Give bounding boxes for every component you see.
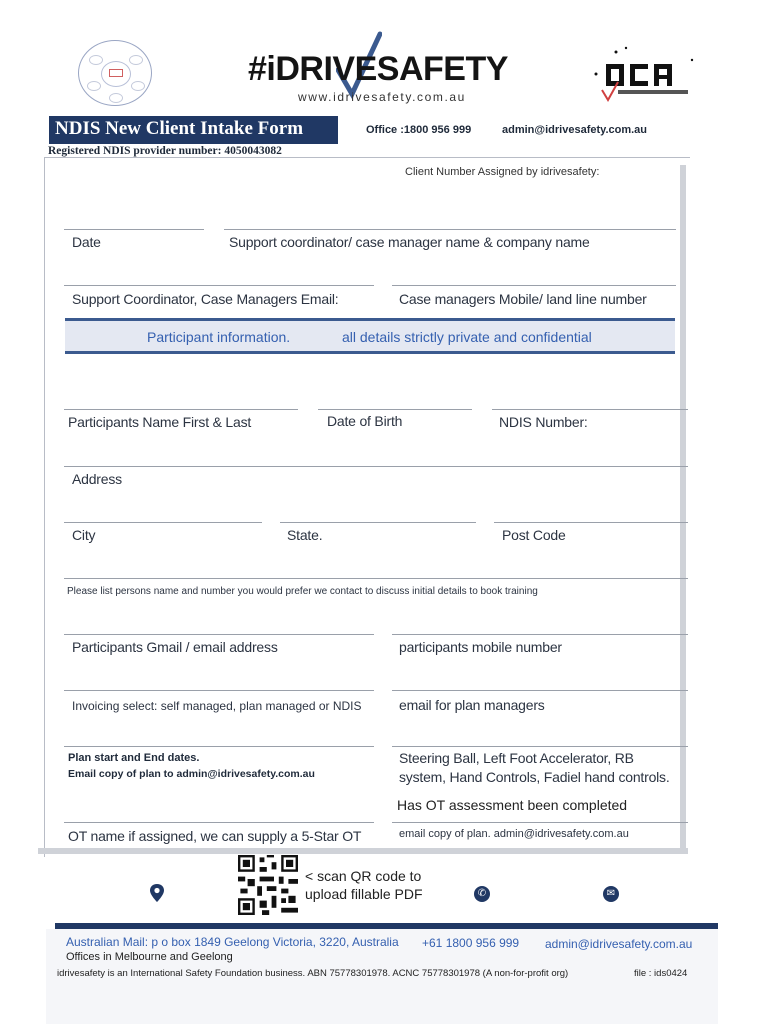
equipment-label-line2: system, Hand Controls, Fadiel hand controls. bbox=[399, 769, 670, 785]
qr-instructions-line1: < scan QR code to bbox=[305, 868, 422, 884]
qr-instructions-line2: upload fillable PDF bbox=[305, 886, 423, 902]
map-pin-icon bbox=[149, 884, 165, 902]
contact-person-note: Please list persons name and number you would prefer we contact to discuss initial details to book training bbox=[67, 586, 538, 597]
office-phone: Office :1800 956 999 bbox=[366, 124, 472, 136]
post-code-label: Post Code bbox=[502, 527, 566, 543]
participant-mobile-field[interactable] bbox=[392, 634, 688, 635]
form-frame-left bbox=[44, 157, 45, 857]
cm-mobile-label: Case managers Mobile/ land line number bbox=[399, 291, 647, 307]
invoicing-field[interactable] bbox=[64, 690, 374, 691]
qr-instructions bbox=[305, 867, 423, 903]
plan-copy-label: Email copy of plan to admin@idrivesafety.com.au bbox=[68, 768, 315, 780]
footer-phone[interactable]: +61 1800 956 999 bbox=[422, 936, 520, 950]
invoicing-label: Invoicing select: self managed, plan managed or NDIS bbox=[72, 699, 362, 713]
brand-name: #iDRIVESAFETY bbox=[248, 50, 508, 88]
date-label: Date bbox=[72, 234, 101, 250]
form-frame-right bbox=[680, 165, 686, 853]
ot-name-field[interactable] bbox=[64, 822, 374, 823]
dca-logo bbox=[592, 46, 702, 102]
phone-icon: ✆ bbox=[474, 886, 490, 902]
state-label: State. bbox=[287, 527, 323, 543]
cm-mobile-field[interactable] bbox=[392, 285, 676, 286]
plan-manager-email-field[interactable] bbox=[392, 690, 688, 691]
participant-mobile-label: participants mobile number bbox=[399, 639, 562, 655]
equipment-field[interactable] bbox=[392, 746, 688, 747]
ot-assessment-label: Has OT assessment been completed bbox=[397, 797, 628, 813]
email-plan-copy-label: email copy of plan. admin@idrivesafety.com.au bbox=[399, 828, 629, 840]
participant-name-label: Participants Name First & Last bbox=[68, 414, 252, 430]
dob-label: Date of Birth bbox=[327, 413, 403, 429]
header-email: admin@idrivesafety.com.au bbox=[502, 124, 648, 136]
email-plan-copy-field[interactable] bbox=[392, 822, 688, 823]
mail-icon: ✉ bbox=[603, 886, 619, 902]
footer-file-code: file : ids0424 bbox=[634, 968, 688, 979]
support-coordinator-label: Support coordinator/ case manager name & company name bbox=[229, 234, 590, 250]
participant-name-field[interactable] bbox=[64, 409, 298, 410]
plan-dates-label: Plan start and End dates. bbox=[68, 752, 200, 764]
brand-url: www.idrivesafety.com.au bbox=[298, 90, 466, 104]
footer-offices: Offices in Melbourne and Geelong bbox=[66, 951, 233, 963]
form-title: NDIS New Client Intake Form bbox=[49, 116, 338, 144]
ndis-registration-number: Registered NDIS provider number: 4050043082 bbox=[48, 145, 282, 157]
participant-info-heading: Participant information. bbox=[147, 329, 291, 345]
footer-mail-address: Australian Mail: p o box 1849 Geelong Victoria, 3220, Australia bbox=[66, 935, 399, 949]
footer-legal: idrivesafety is an International Safety Foundation business. ABN 75778301978. ACNC 75778301978 (A non-for-profit org) bbox=[57, 968, 569, 979]
participant-email-field[interactable] bbox=[64, 634, 374, 635]
sc-email-label: Support Coordinator, Case Managers Email: bbox=[72, 291, 339, 307]
dob-field[interactable] bbox=[318, 409, 472, 410]
post-code-field[interactable] bbox=[494, 522, 688, 523]
client-number-label: Client Number Assigned by idrivesafety: bbox=[405, 166, 600, 178]
contact-person-field[interactable] bbox=[64, 578, 688, 579]
organisation-seal-logo bbox=[78, 40, 152, 106]
state-field[interactable] bbox=[280, 522, 476, 523]
form-frame-top bbox=[44, 157, 690, 158]
form-frame-bottom bbox=[38, 848, 688, 854]
address-field[interactable] bbox=[64, 466, 688, 467]
sc-email-field[interactable] bbox=[64, 285, 374, 286]
plan-manager-email-label: email for plan managers bbox=[399, 697, 545, 713]
ot-name-label: OT name if assigned, we can supply a 5-Star OT bbox=[68, 828, 362, 844]
address-label: Address bbox=[72, 471, 122, 487]
qr-code[interactable] bbox=[238, 855, 298, 915]
city-field[interactable] bbox=[64, 522, 262, 523]
equipment-label-line1: Steering Ball, Left Foot Accelerator, RB bbox=[399, 750, 634, 766]
privacy-notice: all details strictly private and confidential bbox=[342, 329, 592, 345]
date-field[interactable] bbox=[64, 229, 204, 230]
city-label: City bbox=[72, 527, 96, 543]
footer-email[interactable]: admin@idrivesafety.com.au bbox=[545, 937, 693, 951]
participant-email-label: Participants Gmail / email address bbox=[72, 639, 278, 655]
plan-dates-field[interactable] bbox=[64, 746, 374, 747]
ndis-number-field[interactable] bbox=[492, 409, 688, 410]
ndis-number-label: NDIS Number: bbox=[499, 414, 588, 430]
support-coordinator-field[interactable] bbox=[224, 229, 676, 230]
